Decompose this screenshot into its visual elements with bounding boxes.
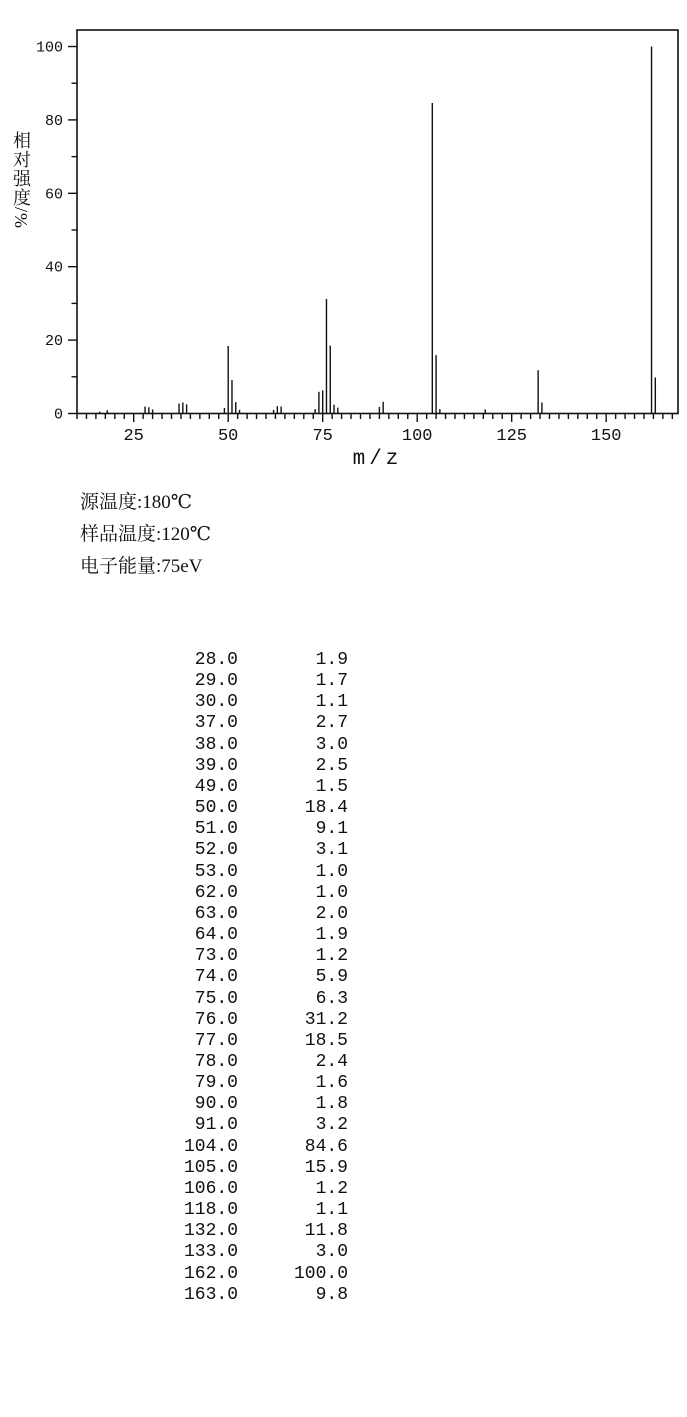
intensity-value: 1.0	[315, 882, 348, 903]
y-tick-label: 60	[44, 186, 63, 204]
mz-value: 51.0	[194, 819, 238, 840]
mass-spectrum-chart	[0, 0, 687, 475]
table-row	[0, 1221, 348, 1242]
mz-value: 29.0	[194, 671, 238, 692]
intensity-value: 2.5	[315, 755, 348, 776]
table-row	[0, 692, 348, 713]
intensity-value: 3.0	[315, 734, 348, 755]
mz-value: 133.0	[183, 1242, 238, 1263]
mz-value: 28.0	[194, 650, 238, 670]
table-row	[0, 1242, 348, 1263]
intensity-value: 18.5	[304, 1030, 348, 1051]
table-row	[0, 840, 348, 861]
mz-value: 78.0	[194, 1051, 238, 1072]
x-axis-label: m/z	[352, 448, 403, 471]
mz-value: 79.0	[194, 1073, 238, 1094]
mz-value: 105.0	[183, 1157, 238, 1178]
intensity-value: 1.9	[315, 650, 348, 670]
mz-value: 64.0	[194, 925, 238, 946]
table-row	[0, 946, 348, 967]
intensity-value: 2.7	[315, 713, 348, 734]
intensity-value: 1.2	[315, 1178, 348, 1199]
peak-table	[0, 650, 348, 1306]
table-row	[0, 1137, 348, 1158]
intensity-value: 5.9	[315, 967, 348, 988]
intensity-value: 1.0	[315, 861, 348, 882]
table-row	[0, 1200, 348, 1221]
intensity-value: 3.1	[315, 840, 348, 861]
table-row	[0, 1158, 348, 1179]
x-tick-label: 75	[312, 427, 333, 446]
intensity-value: 31.2	[304, 1009, 348, 1030]
measurement-conditions	[80, 492, 211, 588]
table-row	[0, 756, 348, 777]
intensity-value: 3.2	[315, 1115, 348, 1136]
mz-value: 132.0	[183, 1221, 238, 1242]
x-tick-label: 50	[217, 427, 239, 446]
mz-value: 104.0	[183, 1136, 238, 1157]
table-row	[0, 1115, 348, 1136]
y-tick-label: 100	[35, 39, 63, 57]
intensity-value: 6.3	[315, 988, 348, 1009]
intensity-value: 1.8	[315, 1094, 348, 1115]
mz-value: 30.0	[194, 692, 238, 713]
annotation-sample-temperature: 样品温度:120℃	[80, 524, 212, 545]
mass-spectrum-plot	[0, 0, 687, 475]
y-tick-label: 0	[53, 406, 63, 424]
table-row	[0, 650, 348, 671]
mz-value: 91.0	[194, 1115, 238, 1136]
mz-value: 76.0	[194, 1009, 238, 1030]
annotation-electron-energy: 电子能量:75eV	[80, 556, 203, 577]
table-row	[0, 1264, 348, 1285]
intensity-value: 1.2	[315, 946, 348, 967]
table-row	[0, 671, 348, 692]
mz-value: 52.0	[194, 840, 238, 861]
intensity-value: 18.4	[304, 798, 348, 819]
intensity-value: 1.7	[315, 671, 348, 692]
mz-value: 162.0	[183, 1263, 238, 1284]
mz-value: 75.0	[194, 988, 238, 1009]
table-row	[0, 1179, 348, 1200]
mz-value: 73.0	[194, 946, 238, 967]
table-row	[0, 925, 348, 946]
table-row	[0, 777, 348, 798]
intensity-value: 15.9	[304, 1157, 348, 1178]
mz-value: 63.0	[194, 903, 238, 924]
intensity-value: 84.6	[304, 1136, 348, 1157]
mz-value: 53.0	[194, 861, 238, 882]
intensity-value: 1.5	[315, 776, 348, 797]
table-row	[0, 904, 348, 925]
mz-value: 74.0	[194, 967, 238, 988]
table-row	[0, 967, 348, 988]
table-row	[0, 883, 348, 904]
intensity-value: 1.1	[315, 1200, 348, 1221]
intensity-value: 9.8	[315, 1284, 348, 1305]
mz-value: 38.0	[194, 734, 238, 755]
table-row	[0, 713, 348, 734]
mz-value: 118.0	[183, 1200, 238, 1221]
intensity-value: 2.4	[315, 1051, 348, 1072]
y-tick-label: 40	[44, 259, 63, 277]
intensity-value: 2.0	[315, 903, 348, 924]
table-row	[0, 798, 348, 819]
table-row	[0, 1073, 348, 1094]
intensity-value: 1.1	[315, 692, 348, 713]
y-tick-label: 20	[44, 333, 63, 351]
mz-value: 106.0	[183, 1178, 238, 1199]
annotation-source-temperature: 源温度:180℃	[80, 492, 193, 513]
mz-value: 62.0	[194, 882, 238, 903]
intensity-value: 1.6	[315, 1073, 348, 1094]
mz-value: 77.0	[194, 1030, 238, 1051]
table-row	[0, 735, 348, 756]
table-row	[0, 1031, 348, 1052]
intensity-value: 100.0	[293, 1263, 348, 1284]
table-row	[0, 1010, 348, 1031]
x-tick-label: 150	[590, 427, 622, 446]
table-row	[0, 989, 348, 1010]
plot-frame	[77, 30, 678, 414]
y-tick-label: 80	[44, 112, 63, 130]
mz-value: 50.0	[194, 798, 238, 819]
mz-value: 39.0	[194, 755, 238, 776]
table-row	[0, 862, 348, 883]
intensity-value: 11.8	[304, 1221, 348, 1242]
table-row	[0, 1094, 348, 1115]
x-tick-label: 125	[496, 427, 527, 446]
mz-value: 37.0	[194, 713, 238, 734]
table-row	[0, 819, 348, 840]
x-tick-label: 100	[401, 427, 433, 446]
mz-value: 163.0	[183, 1284, 238, 1305]
y-axis-label: 相对强度/%	[11, 131, 31, 229]
x-tick-label: 25	[123, 427, 144, 446]
intensity-value: 9.1	[315, 819, 348, 840]
intensity-value: 1.9	[315, 925, 348, 946]
intensity-value: 3.0	[315, 1242, 348, 1263]
mz-value: 90.0	[194, 1094, 238, 1115]
mz-value: 49.0	[194, 776, 238, 797]
table-row	[0, 1285, 348, 1306]
table-row	[0, 1052, 348, 1073]
